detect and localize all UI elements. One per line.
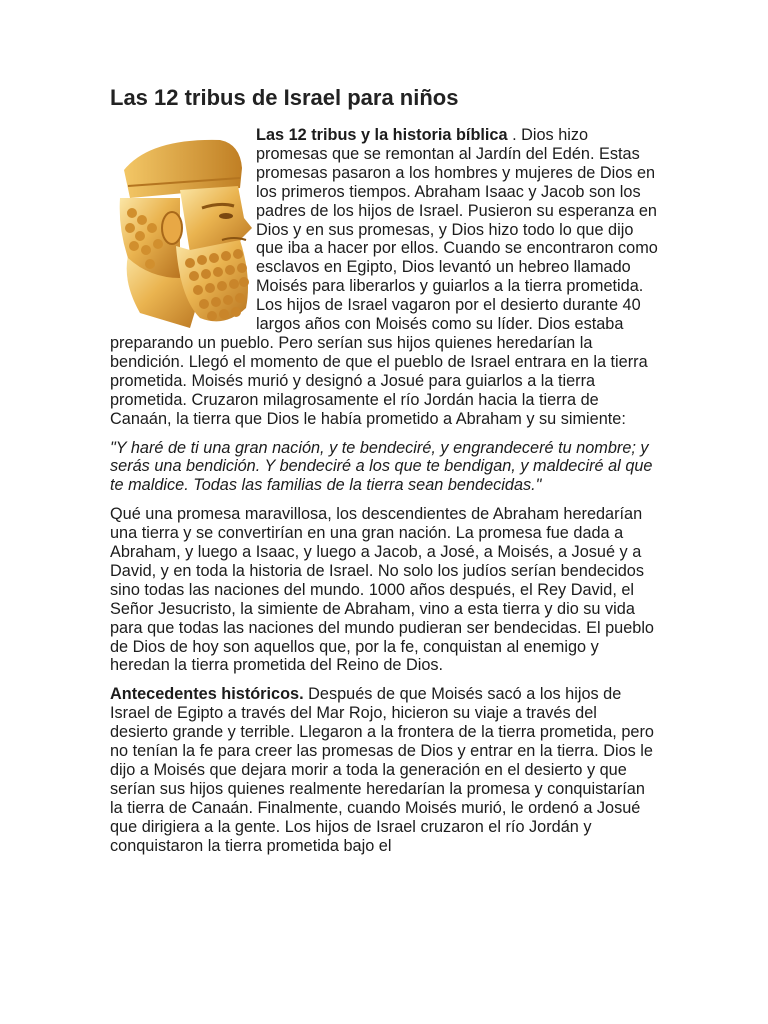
intro-lead: Las 12 tribus y la historia bíblica — [256, 126, 508, 144]
page-title: Las 12 tribus de Israel para niños — [110, 85, 459, 110]
bearded-head-icon — [110, 128, 254, 328]
background-text: Después de que Moisés sacó a los hijos de Israel de Egipto a través del Mar Rojo, hicieron su viaje a través del desierto grande y terrible. Llegaron a la frontera de la tierra prometida, pero no tenían la fe para creer las promesas de Dios y entrar en la tierra. Dios le dijo a Moisés que dejara morir a toda la generación en el desierto y que serían sus hijos quienes realmente heredarían la promesa y conquistarían la tierra de Canaán. Finalmente, cuando Moisés murió, le ordenó a Josué que dirigiera a la gente. Los hijos de Israel cruzaron el río Jordán y conquistaron la tierra prometida bajo el — [110, 685, 654, 855]
intro-text: . Dios hizo promesas que se remontan al Jardín del Edén. Estas promesas pasaron a los hombres y mujeres de Dios en los primeros tiempos. Abraham Isaac y Jacob son los padres de los hijos de Israel. Pusieron su esperanza en Dios y en sus promesas, y Dios hizo todo lo que dijo que iba a hacer por ellos. Cuando se encontraron como esclavos en Egipto, Dios levantó un hebreo llamado Moisés para liberarlos y guiarlos a la tierra prometida. Los hijos de Israel vagaron por el desierto durante 40 largos años con Moisés como su líder. Dios estaba preparando un pueblo. Pero serían sus hijos quienes heredarían la bendición. Llegó el momento de que el pueblo de Israel entrara en la tierra prometida. Moisés murió y designó a Josué para guiarlos a la tierra prometida. Cruzaron milagrosamente el río Jordán hacia la tierra de Canaán, la tierra que Dios le había prometido a Abraham y su simiente: — [110, 126, 658, 428]
background-lead: Antecedentes históricos. — [110, 685, 304, 704]
promise-paragraph: Qué una promesa maravillosa, los descendientes de Abraham heredarían una tierra y se convertirían en una gran nación. La promesa fue dada a Abraham, y luego a Isaac, y luego a Jacob, a José, a Moisés, a Josué y a David, y en toda la historia de Israel. No solo los judíos serían bendecidos sino todas las naciones del mundo. 1000 años después, el Rey David, el Señor Jesucristo, la simiente de Abraham, vino a esta tierra y dio su vida para que todas las naciones del mundo pudieran ser bendecidas. El pueblo de Dios de hoy son aquellos que, por la fe, conquistan al enemigo y heredan la tierra prometida del Reino de Dios. — [110, 505, 654, 675]
golden-head-illustration — [110, 128, 254, 328]
document-page — [110, 84, 658, 856]
background-paragraph — [110, 685, 658, 855]
bible-quote: "Y haré de ti una gran nación, y te bendeciré, y engrandeceré tu nombre; y serás una bendición. Y bendeciré a los que te bendigan, y maldeciré al que te maldice. Todas las familias de la tierra sean bendecidas." — [110, 438, 653, 495]
